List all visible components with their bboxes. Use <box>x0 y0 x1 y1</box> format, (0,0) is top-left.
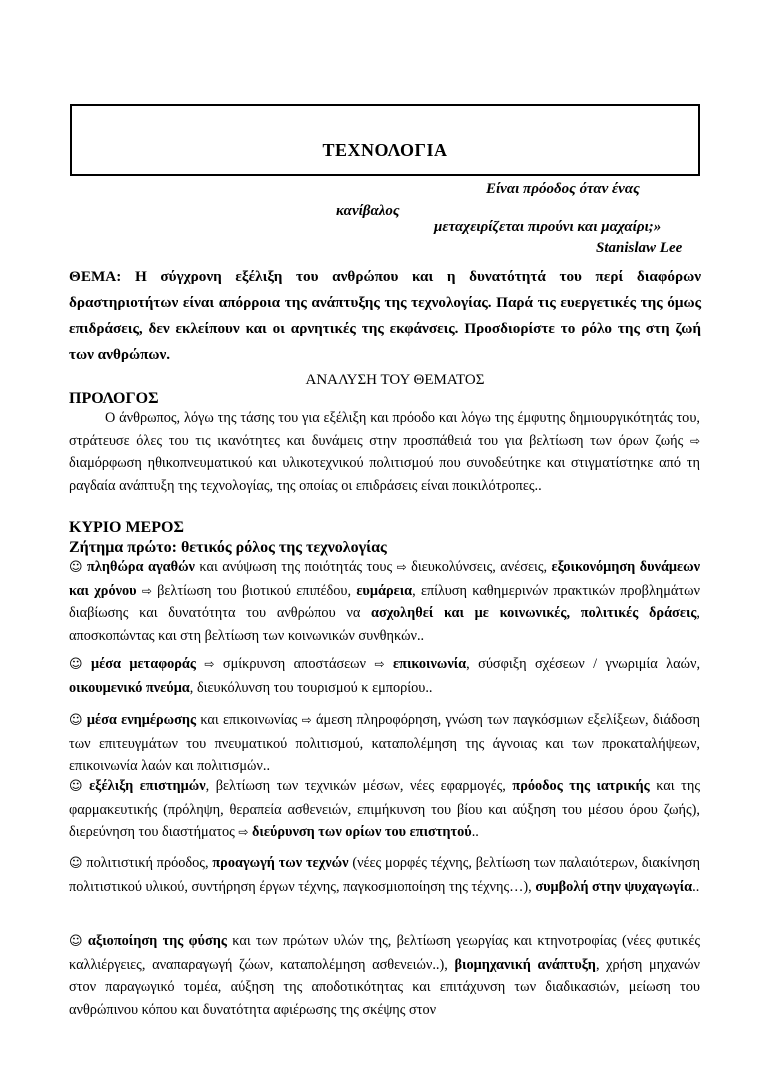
bold-term: προαγωγή των τεχνών <box>212 855 349 871</box>
point-goods <box>69 556 700 647</box>
text: , σύσφιξη σχέσεων / γνωριμία λαών, <box>466 656 701 672</box>
smiley-icon: ☺ <box>69 856 83 871</box>
prologue-text-a: Ο άνθρωπος, λόγω της τάσης του για εξέλιξη και πρόοδο και λόγω της έμφυτης δημιουργικότητάς του, στράτευσε όλες του τις ικανότητες και δυνάμεις στην προσπάθειά του για βελτίωση των όρων ζωής <box>69 410 700 449</box>
point-transport <box>69 653 700 699</box>
text: βελτίωση του βιοτικού επιπέδου, <box>151 582 357 599</box>
analysis-heading-text: ΑΝΑΛΥΣΗ ΤΟΥ ΘΕΜΑΤΟΣ <box>305 372 485 388</box>
text: , χρήση μηχανών στον παραγωγικό τομέα, αύξηση της αποδοτικότητας και επιτάχυνση των διαδικασιών, μείωση του ανθρώπινου κόπου και δυνατότητα αφιέρωσης της σκέψης στον <box>69 956 701 1018</box>
arrow-icon: ⇨ <box>374 657 385 671</box>
text: .. <box>692 878 700 895</box>
bold-term: πληθώρα αγαθών <box>87 559 195 575</box>
bold-term: αξιοποίηση της φύσης <box>87 933 227 949</box>
bold-term: διεύρυνση των ορίων του επιστητού <box>251 824 472 840</box>
smiley-icon: ☺ <box>69 713 83 728</box>
text: , επίλυση καθημερινών πρακτικών προβλημάτων διαβίωσης και δυνατότητα του ανθρώπου να <box>69 582 701 621</box>
analysis-heading <box>0 372 768 389</box>
bold-term: ασχοληθεί και με κοινωνικές, πολιτικές δράσεις <box>371 605 697 621</box>
smiley-icon: ☺ <box>69 934 83 949</box>
title-box <box>70 104 700 176</box>
point-media <box>69 709 700 778</box>
document-title: ΤΕΧΝΟΛΟΓΙΑ <box>322 140 448 160</box>
smiley-icon: ☺ <box>69 779 83 794</box>
text: διευκολύνσεις, ανέσεις, <box>406 559 552 575</box>
text: (νέες μορφές τέχνης, βελτίωση των παλαιότερων, διακίνηση πολιτιστικού υλικού, συντήρηση έργων τέχνης, παγκοσμιοποίηση της τέχνης…), <box>69 855 700 895</box>
issue-one-heading: Ζήτημα πρώτο: θετικός ρόλος της τεχνολογίας <box>69 539 387 556</box>
quote-author: Stanislaw Lee <box>596 240 683 256</box>
bold-term: οικουμενικό πνεύμα <box>69 679 190 696</box>
bold-term: μέσα ενημέρωσης <box>86 712 197 728</box>
arrow-icon: ⇨ <box>301 713 312 727</box>
quote-line-1: Είναι πρόοδος όταν ένας <box>486 181 640 197</box>
text: , διευκόλυνση του τουρισμού κ εμπορίου.. <box>189 679 433 696</box>
text: και των πρώτων υλών της, βελτίωση γεωργίας και κτηνοτροφίας (νέες φυτικές καλλιέργειες, αναπαραγωγή ζώων, καταπολέμηση ασθενειών..), <box>69 933 700 973</box>
bold-term: βιομηχανική ανάπτυξη <box>454 956 596 973</box>
point-sciences <box>69 775 700 844</box>
quote-line-3: μεταχειρίζεται πιρούνι και μαχαίρι;» <box>434 219 662 235</box>
arrow-icon: ⇨ <box>141 583 152 598</box>
smiley-icon: ☺ <box>69 560 83 575</box>
bold-term: πρόοδος της ιατρικής <box>512 778 650 794</box>
bold-term: εξέλιξη επιστημών <box>89 778 206 794</box>
bold-term: ευμάρεια <box>356 582 413 599</box>
essay-topic: ΘΕΜΑ: Η σύγχρονη εξέλιξη του ανθρώπου και η δυνατότητά του περί διαφόρων δραστηριοτήτων είναι απόρροια της ανάπτυξης της τεχνολογίας. Παρά τις ευεργετικές της όμως επιδράσεις, δεν εκλείπουν και οι αρνητικές της εκφάνσεις. Προσδιορίστε το ρόλο της στη ζωή των ανθρώπων. <box>69 268 701 363</box>
point-culture <box>69 852 700 898</box>
bold-term: συμβολή στην ψυχαγωγία <box>535 878 693 895</box>
arrow-icon: ⇨ <box>689 433 700 448</box>
main-body-heading: ΚΥΡΙΟ ΜΕΡΟΣ <box>69 519 184 536</box>
text: και της φαρμακευτικής (πρόληψη, θεραπεία ασθενειών, επιμήκυνση του βίου και αύξηση του μέσου όρου ζωής), διερεύνηση του διαστήματος <box>69 778 701 840</box>
text: και ανύψωση της ποιότητάς τους <box>194 559 397 575</box>
arrow-icon: ⇨ <box>204 657 215 671</box>
text: σμίκρυνση αποστάσεων <box>214 656 375 672</box>
text: και επικοινωνίας <box>196 712 302 728</box>
arrow-icon: ⇨ <box>396 560 407 574</box>
prologue-paragraph <box>69 407 700 497</box>
text: πολιτιστική πρόοδος, <box>82 855 213 871</box>
text: , αποσκοπώντας και στη βελτίωση των κοινωνικών συνθηκών.. <box>69 605 700 644</box>
bold-term: επικοινωνία <box>393 656 467 672</box>
quote-line-2: κανίβαλος <box>336 203 400 219</box>
text: .. <box>471 824 479 840</box>
prologue-heading: ΠΡΟΛΟΓΟΣ <box>69 390 159 407</box>
prologue-text-b: διαμόρφωση ηθικοπνευματικού και υλικοτεχνικού πολιτισμού που συνοδεύτηκε και στιγματίστηκε από τη ραγδαία ανάπτυξη της τεχνολογίας, της οποίας οι επιδράσεις είναι ποικιλότροπες.. <box>69 455 700 494</box>
bold-term: εξοικονόμηση δυνάμεων και χρόνου <box>69 559 700 599</box>
bold-term: μέσα μεταφοράς <box>91 656 196 672</box>
smiley-icon: ☺ <box>69 657 83 672</box>
point-nature <box>69 930 700 1021</box>
text: άμεση πληροφόρηση, γνώση των παγκόσμιων εξελίξεων, διάδοση των επιτευγμάτων του πνευματικού πολιτισμού, καταπολέμηση της άγνοιας και των προκαταλήψεων, επικοινωνία λαών και πολιτισμών.. <box>69 712 701 774</box>
arrow-icon: ⇨ <box>238 825 249 839</box>
text: , βελτίωση των τεχνικών μέσων, νέες εφαρμογές, <box>205 778 513 794</box>
